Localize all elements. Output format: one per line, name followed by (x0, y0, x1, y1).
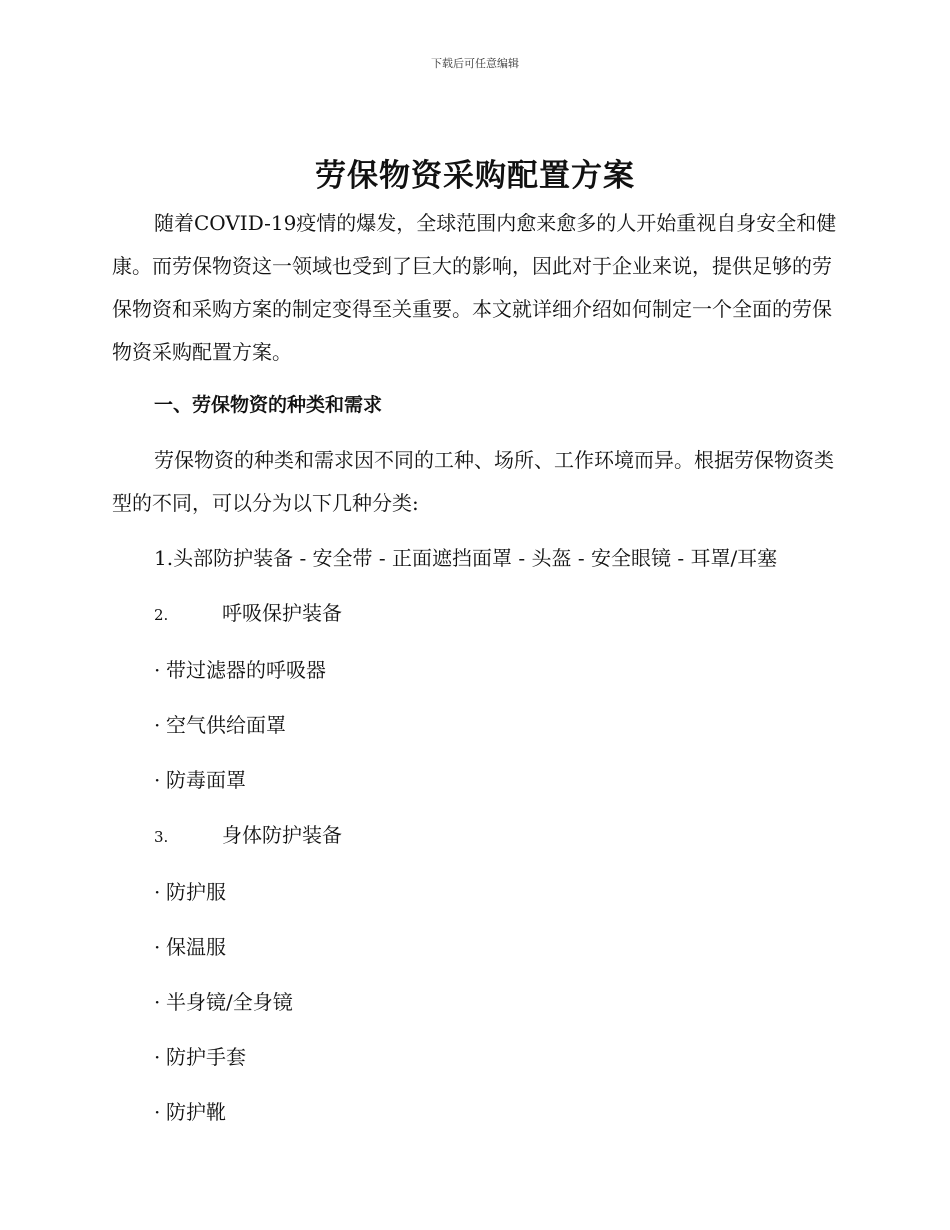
bullet-icon: · (154, 935, 161, 959)
sub-item: · 防护靴 (112, 1091, 837, 1134)
sub-item: · 半身镜/全身镜 (112, 981, 837, 1024)
list-number: 3. (154, 828, 169, 846)
sub-item: · 保温服 (112, 926, 837, 969)
list-item-respiratory (112, 592, 837, 637)
sub-item: · 防护服 (112, 871, 837, 914)
list-item-body-protection (112, 814, 837, 859)
bullet-icon: · (154, 1100, 161, 1124)
list-item-head-protection: 1.头部防护装备 - 安全带 - 正面遮挡面罩 - 头盔 - 安全眼镜 - 耳罩/耳塞 (154, 546, 778, 570)
bullet-icon: · (154, 1045, 161, 1069)
section-heading: 一、劳保物资的种类和需求 (154, 394, 383, 416)
sub-item: · 空气供给面罩 (112, 704, 837, 747)
page-header: 下载后可任意编辑 (431, 57, 519, 70)
bullet-icon: · (154, 880, 161, 904)
sub-item: · 防护手套 (112, 1036, 837, 1079)
section-paragraph: 劳保物资的种类和需求因不同的工种、场所、工作环境而异。根据劳保物资类型的不同，可以分为以下几种分类: (112, 448, 834, 515)
list-label: 呼吸保护装备 (222, 601, 342, 625)
bullet-icon: · (154, 768, 161, 792)
bullet-icon: · (154, 713, 161, 737)
sub-item: · 防毒面罩 (112, 759, 837, 802)
intro-paragraph: 随着COVID-19疫情的爆发，全球范围内愈来愈多的人开始重视自身安全和健康。而劳保物资这一领域也受到了巨大的影响，因此对于企业来说，提供足够的劳保物资和采购方案的制定变得至关重要。本文就详细介绍如何制定一个全面的劳保物资采购配置方案。 (112, 211, 837, 364)
list-label: 身体防护装备 (222, 823, 342, 847)
sub-item: · 带过滤器的呼吸器 (112, 649, 837, 692)
bullet-icon: · (154, 658, 161, 682)
list-number: 2. (154, 606, 169, 624)
document-title: 劳保物资采购配置方案 (315, 158, 635, 194)
document-body (112, 202, 837, 1134)
bullet-icon: · (154, 990, 161, 1014)
